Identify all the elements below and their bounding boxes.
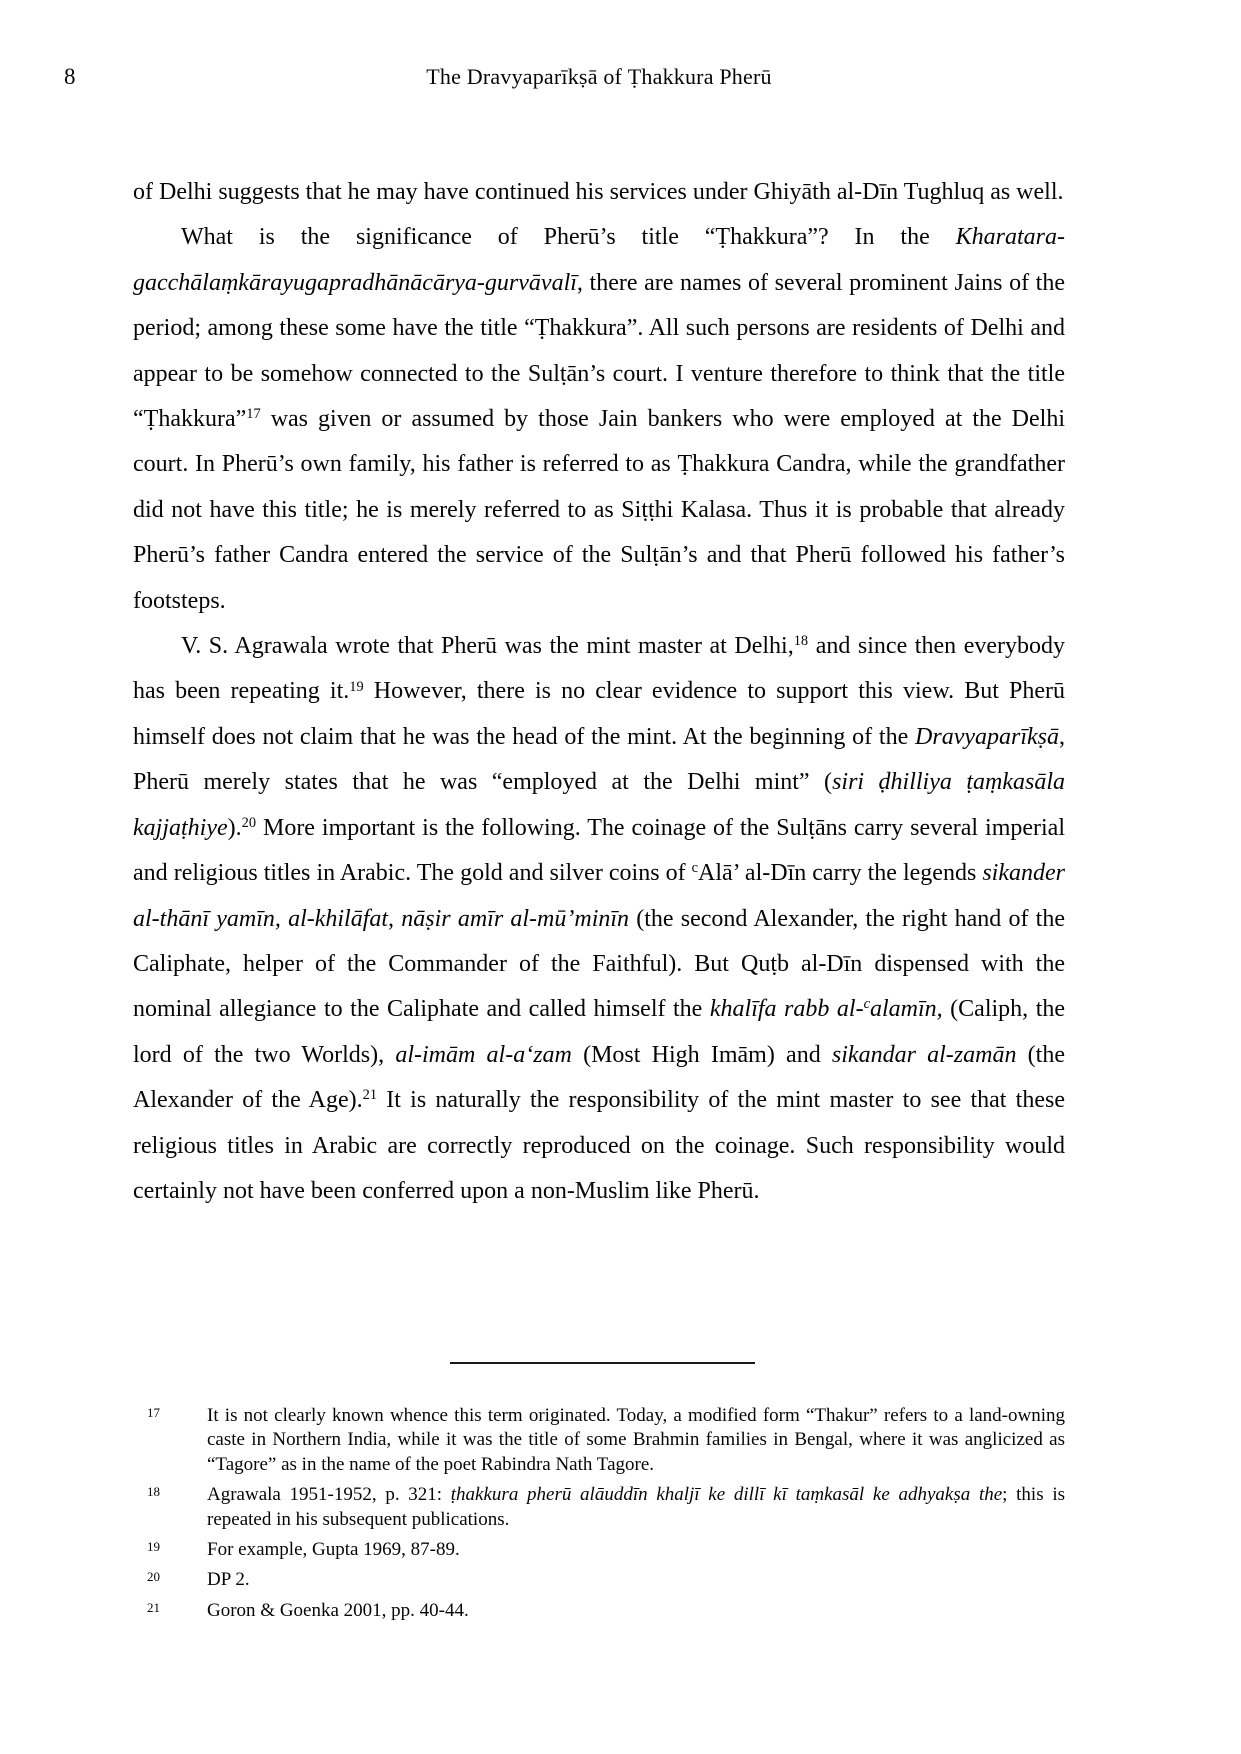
paragraph-mint-master: V. S. Agrawala wrote that Pherū was the mint master at Delhi,$^{18}$ and since then everybody has been repeating it.$^{19}$ However, there is no clear evidence to support this view. But Pherū himself does not claim that he was the head of the mint. At the beginning of the Dravyaparīkṣā, Pherū merely states that he was “employed at the Delhi mint” (siri ḍhilliya ṭaṃkasāla kajjaṭhiye).$^{20}$ More important is the following. The coinage of the Sulṭāns carry several imperial and religious titles in Arabic. The gold and silver coins of $^c$Alā’ al-Dīn carry the legends sikander al-thānī yamīn, al-khilāfat, nāṣir amīr al-mū’minīn (the second Alexander, the right hand of the Caliphate, helper of the Commander of the Faithful). But Quṭb al-Dīn dispensed with the nominal allegiance to the Caliphate and called himself the khalīfa rabb al-$^c$alamīn, (Caliph, the lord of the two Worlds), al-imām al-a‘zam (Most High Imām) and sikandar al-zamān (the Alexander of the Age).$^{21}$ It is naturally the responsibility of the mint master to see that these religious titles in Arabic are correctly reproduced on the coinage. Such responsibility would certainly not have been conferred upon a non-Muslim like Pherū.	[133, 633, 1066, 1204]
footnote-number: 21	[147, 1599, 160, 1615]
footnote-text: Agrawala 1951-1952, p. 321: ṭhakkura pherū alāuddīn khaljī ke dillī kī taṃkasāl ke adhyakṣa the; this is repeated in his subsequent publications.	[207, 1484, 1065, 1530]
footnote-separator	[450, 1362, 755, 1364]
footnote-number: 19	[147, 1539, 160, 1555]
paragraph-thakkura-title: What is the significance of Pherū’s title “Ṭhakkura”? In the Kharatara-gacchālaṃkārayugapradhānācārya-gurvāvalī, there are names of several prominent Jains of the period; among these some have the title “Ṭhakkura”. All such persons are residents of Delhi and appear to be somehow connected to the Sulṭān’s court. I venture therefore to think that the title “Ṭhakkura”$^{17}$ was given or assumed by those Jain bankers who were employed at the Delhi court. In Pherū’s own family, his father is referred to as Ṭhakkura Candra, while the grandfather did not have this title; he is merely referred to as Siṭṭhi Kalasa. Thus it is probable that already Pherū’s father Candra entered the service of the Sulṭān’s and that Pherū followed his father’s footsteps.	[133, 224, 1065, 614]
footnote-number: 17	[147, 1405, 160, 1420]
footnote-number: 20	[147, 1569, 160, 1585]
footnote-18	[133, 1483, 1065, 1532]
footnote-21	[133, 1599, 1065, 1623]
footnote-text: For example, Gupta 1969, 87-89.	[207, 1539, 460, 1561]
running-header-title: The Dravyaparīkṣā of Ṭhakkura Pherū	[426, 64, 772, 89]
footnote-text: It is not clearly known whence this term originated. Today, a modified form “Thakur” refers to a land-owning caste in Northern India, while it was the title of some Brahmin families in Bengal, where it was anglicized as “Tagore” as in the name of the poet Rabindra Nath Tagore.	[207, 1405, 1065, 1475]
footnote-number: 18	[147, 1484, 160, 1500]
footnote-17	[133, 1404, 1065, 1477]
footnotes-section	[133, 1404, 1065, 1629]
body-text	[133, 170, 1065, 1214]
footnote-text: Goron & Goenka 2001, pp. 40-44.	[207, 1599, 469, 1621]
page-number: 8	[64, 64, 76, 89]
footnote-20	[133, 1568, 1065, 1592]
paragraph-continuation: of Delhi suggests that he may have continued his services under Ghiyāth al-Dīn Tughluq as well.	[133, 179, 1064, 205]
footnote-text: DP 2.	[207, 1569, 250, 1591]
footnote-19	[133, 1538, 1065, 1562]
